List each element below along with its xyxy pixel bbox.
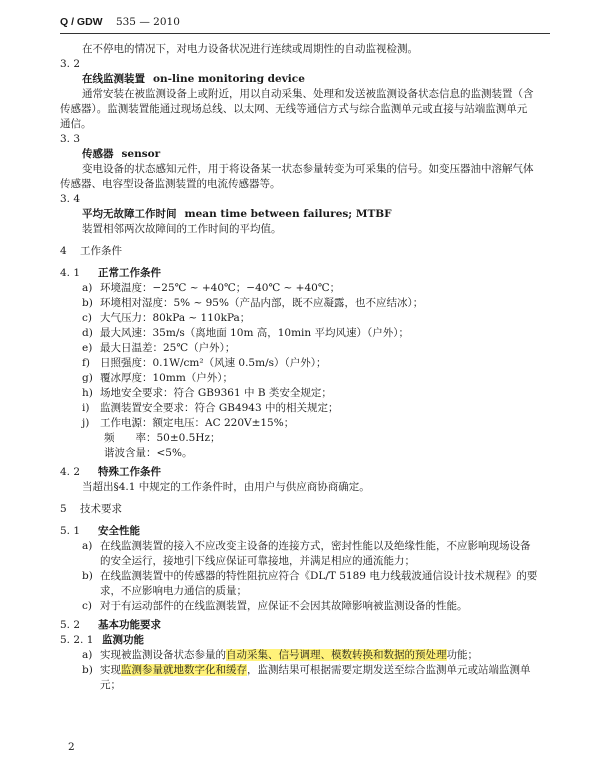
term-number: 3. 2 bbox=[60, 58, 81, 70]
term-chinese: 传感器 bbox=[82, 148, 114, 160]
term-definition-line: 装置相邻两次故障间的工作时间的平均值。 bbox=[82, 223, 282, 235]
document-body bbox=[60, 42, 550, 693]
power-sub-item: 谐波含量：<5%。 bbox=[104, 447, 193, 459]
section-heading bbox=[60, 244, 550, 259]
section-number: 5 bbox=[60, 503, 67, 515]
subsection-heading bbox=[60, 465, 550, 480]
standard-code: Q / GDW bbox=[60, 16, 103, 28]
subsection-title: 特殊工作条件 bbox=[98, 466, 161, 478]
list-item: b) 环境相对湿度：5% ~ 95%（产品内部，既不应凝露，也不应结冰）； bbox=[82, 297, 424, 309]
term-definition-line: 传感器、电容型设备监测装置的电流传感器等。 bbox=[60, 178, 281, 190]
term-definition-line: 通常安装在被监测设备上或附近，用以自动采集、处理和发送被监测设备状态信息的监测装置（含 bbox=[82, 88, 534, 100]
intro-paragraph: 在不停电的情况下，对电力设备状况进行连续或周期性的自动监视检测。 bbox=[82, 43, 418, 55]
subsection-title: 安全性能 bbox=[98, 525, 140, 537]
list-item: c) 大气压力：80kPa ~ 110kPa； bbox=[82, 312, 251, 324]
power-sub-item: 频 率：50±0.5Hz； bbox=[104, 432, 221, 444]
subsection-number: 5. 2 bbox=[60, 619, 81, 631]
term-chinese: 平均无故障工作时间 bbox=[82, 208, 177, 220]
subsection-title: 正常工作条件 bbox=[98, 267, 161, 279]
term-chinese: 在线监测装置 bbox=[82, 73, 145, 85]
subsubsection-heading bbox=[60, 633, 550, 648]
list-item: d) 最大风速：35m/s（离地面 10m 高，10min 平均风速）（户外）； bbox=[82, 327, 410, 339]
section-heading bbox=[60, 502, 550, 517]
list-item: b) 在线监测装置中的传感器的特性阻抗应符合《DL/T 5189 电力线载波通信设计技术规程》的要 求，不应影响电力通信的质量； bbox=[82, 570, 538, 597]
term-heading bbox=[60, 147, 550, 162]
term-definition-line: 变电设备的状态感知元件，用于将设备某一状态参量转变为可采集的信号。如变压器油中溶解气体 bbox=[82, 163, 534, 175]
term-heading bbox=[60, 207, 550, 222]
term-english: sensor bbox=[121, 148, 161, 160]
section-number: 4 bbox=[60, 245, 67, 257]
list-item: a) 实现被监测设备状态参量的自动采集、信号调理、模数转换和数据的预处理功能； bbox=[82, 649, 478, 661]
term-english: mean time between failures; MTBF bbox=[184, 208, 392, 220]
standard-number: 535 — 2010 bbox=[115, 16, 180, 28]
page-number: 2 bbox=[68, 741, 75, 753]
list-item: a) 在线监测装置的接入不应改变主设备的连接方式，密封性能以及绝缘性能，不应影响现场设备 的安全运行，接地引下线应保证可靠接地，并满足相应的通流能力； bbox=[82, 540, 531, 567]
list-item: j) 工作电源：额定电压：AC 220V±15%； bbox=[82, 417, 295, 429]
list-item: a) 环境温度：−25℃ ~ +40℃；−40℃ ~ +40℃； bbox=[82, 282, 341, 294]
subsection-heading bbox=[60, 618, 550, 633]
list-item: e) 最大日温差：25℃（户外）； bbox=[82, 342, 236, 354]
term-heading bbox=[60, 72, 550, 87]
subsection-number: 4. 1 bbox=[60, 267, 81, 279]
list-item: h) 场地安全要求：符合 GB9361 中 B 类安全规定； bbox=[82, 387, 332, 399]
subsection-heading bbox=[60, 524, 550, 539]
subsection-number: 5. 1 bbox=[60, 525, 81, 537]
list-item: g) 覆冰厚度：10mm（户外）； bbox=[82, 372, 234, 384]
term-number: 3. 3 bbox=[60, 133, 81, 145]
term-definition-line: 通信。 bbox=[60, 118, 92, 130]
term-number: 3. 4 bbox=[60, 193, 81, 205]
list-item: i) 监测装置安全要求：符合 GB4943 中的相关规定； bbox=[82, 402, 339, 414]
list-item: b) 实现监测参量就地数字化和缓存，监测结果可根据需要定期发送至综合监测单元或站端监测单 元； bbox=[82, 664, 531, 691]
subsection-title: 基本功能要求 bbox=[98, 619, 161, 631]
subsubsection-number: 5. 2. 1 bbox=[60, 634, 94, 646]
highlighted-text: 监测参量就地数字化和缓存 bbox=[121, 664, 247, 676]
header-rule bbox=[60, 33, 550, 34]
paragraph: 当超出§4.1 中规定的工作条件时，由用户与供应商协商确定。 bbox=[82, 481, 370, 493]
highlighted-text: 自动采集、信号调理、模数转换和数据的预处理 bbox=[226, 649, 447, 661]
subsection-number: 4. 2 bbox=[60, 466, 81, 478]
subsection-heading bbox=[60, 266, 550, 281]
page-header bbox=[60, 15, 180, 30]
list-item: f) 日照强度：0.1W/cm²（风速 0.5m/s）（户外）； bbox=[82, 357, 327, 369]
subsubsection-title: 监测功能 bbox=[102, 634, 144, 646]
term-definition-line: 传感器）。监测装置能通过现场总线、以太网、无线等通信方式与综合监测单元或直接与站端监测单元 bbox=[60, 103, 528, 115]
list-item: c) 对于有运动部件的在线监测装置，应保证不会因其故障影响被监测设备的性能。 bbox=[82, 600, 468, 612]
section-title: 技术要求 bbox=[80, 503, 122, 515]
section-title: 工作条件 bbox=[80, 245, 122, 257]
term-english: on-line monitoring device bbox=[153, 73, 305, 85]
